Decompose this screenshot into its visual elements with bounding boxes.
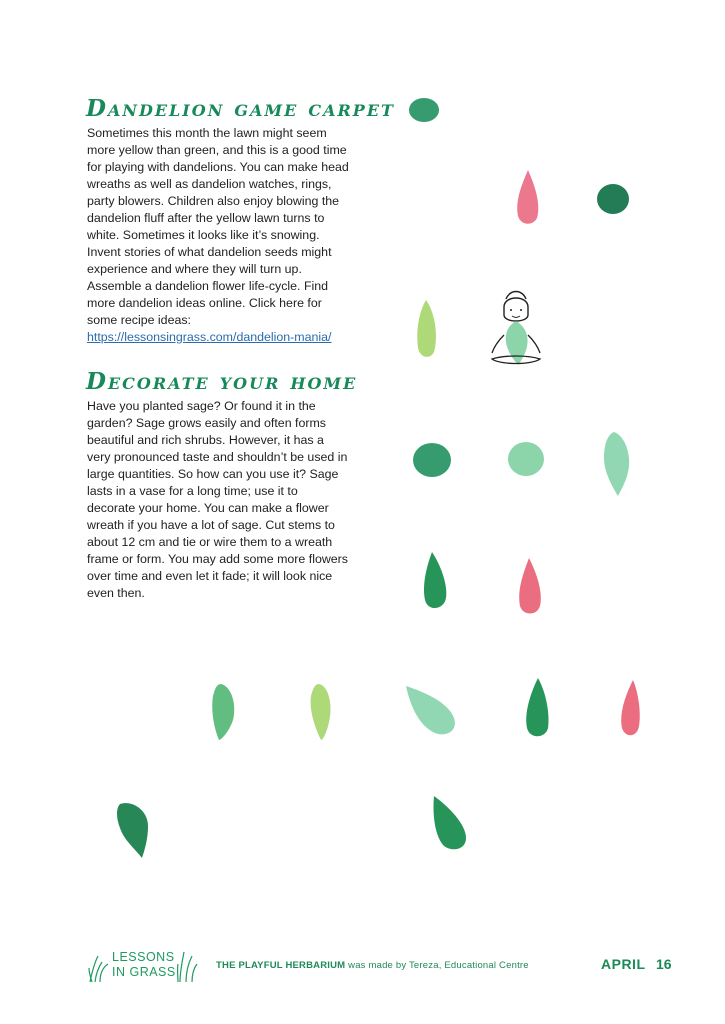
watercolor-leaf-mint [404, 684, 458, 738]
watercolor-blob [411, 440, 453, 480]
watercolor-leaf-mint [600, 430, 634, 498]
lessons-in-grass-logo [88, 950, 200, 986]
watercolor-blob [407, 96, 441, 124]
page-number: 16 [656, 956, 672, 972]
watercolor-leaf-dark [114, 800, 154, 860]
credit-title: THE PLAYFUL HERBARIUM [216, 960, 346, 971]
watercolor-leaf-dark [420, 550, 450, 614]
logo-line-1: LESSONS [112, 950, 175, 964]
footer-month: APRIL [601, 956, 646, 972]
grass-logo-icon [176, 950, 198, 984]
watercolor-petal-pink [617, 678, 643, 740]
watercolor-blob [595, 182, 631, 216]
section-title-dandelion: Dandelion game carpet [86, 95, 395, 122]
logo-text [112, 950, 176, 980]
logo-line-2: IN GRASS [112, 965, 176, 979]
watercolor-leaf-lime [414, 298, 440, 360]
credit-rest: was made by Tereza, Educational Centre [345, 960, 529, 971]
grass-logo-icon [88, 952, 110, 984]
dandelion-body-text: Sometimes this month the lawn might seem more yellow than green, and this is a good time for playing with dandelions. You can make head wreaths as well as dandelion watches, rings, party blowers. Children also enjoy blowing the dandelion fluff after the yellow lawn turns to white. Sometimes it looks like it’s snowing. Invent stories of what dandelion seeds might experience and where they will turn up. Assemble a dandelion flower life-cycle. Find more dandelion ideas online. Click here for some recipe ideas: [87, 126, 349, 327]
watercolor-leaf-green [209, 682, 237, 742]
watercolor-leaf-dark [522, 676, 552, 742]
footer-credit [216, 960, 529, 971]
watercolor-blob [506, 440, 546, 478]
watercolor-leaf-dark [430, 794, 470, 854]
watercolor-petal-pink [515, 556, 545, 618]
section-body-dandelion [87, 125, 349, 346]
section-body-decorate: Have you planted sage? Or found it in the garden? Sage grows easily and often forms beautiful and rich shrubs. However, it has a very pronounced taste and shouldn’t be used in large quantities. So how can you use it? Sage lasts in a vase for a long time; use it to decorate your home. You can make a flower wreath if you have a lot of sage. Cut stems to about 12 cm and tie or wire them to a wreath frame or form. You may add some more flowers over time and even let it fade; it will look nice even then. [87, 399, 348, 600]
section-title-decorate: Decorate your home [86, 368, 358, 395]
meditating-figure-illustration [488, 285, 544, 373]
recipe-link[interactable]: https://lessonsingrass.com/dandelion-mania/ [87, 330, 332, 344]
watercolor-leaf-lime [307, 682, 333, 742]
watercolor-petal-pink [513, 168, 543, 226]
